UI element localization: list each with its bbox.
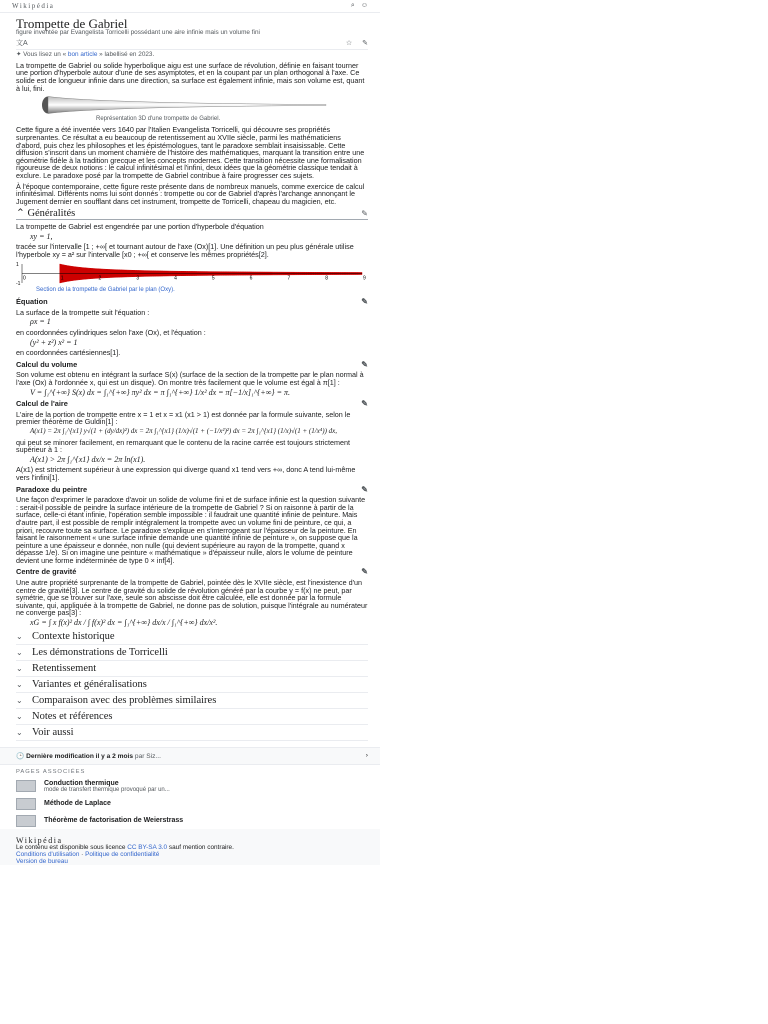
page-title: Trompette de Gabriel: [16, 16, 128, 31]
x-tick-label: 4: [174, 275, 177, 282]
trumpet-3d-image: [36, 96, 336, 114]
footer-wordmark: Wikipédia: [16, 835, 63, 845]
subsection-heading-equation: Équation ✎: [16, 297, 368, 307]
page-actions-bar: [16, 40, 368, 51]
equation-hyperbola: xy = 1,: [30, 231, 53, 241]
related-thumbnail: [16, 780, 36, 792]
paradoxe-text: Une façon d'exprimer le paradoxe d'avoir un solide de volume fini et de surface infinie est la question suivante : serait-il possible de peindre la surface intérieure de la trompette de Gabriel ? Si on raisonne à partir de la surface, celle-ci étant infinie, l'opération semble impossible : il faudrait une quantité infinie de peinture. Mais d'autre part, il est possible de remplir intégralement la trompette avec un volume fini de peinture, ce qui, a priori, recouvre toute sa surface. Le paradoxe s'explique en s'interrogeant sur l'épaisseur de la peinture. En faisant le raisonnement « une surface infinie demande une quantité infinie de peinture », on suppose que la peinture a une épaisseur e donnée, non nulle (qui devient supérieure au rayon de la trompette, quand x dépasse 1/e). Si on imagine une peinture « mathématique » d'épaisseur nulle, alors le volume de peinture devient une forme indéterminée de type 0 × inf[4].: [16, 495, 366, 565]
page-footer: Wikipédia Le contenu est disponible sous licence CC BY-SA 3.0 sauf mention contraire. Conditions d'utilisation · Politique de confidentialité Version de bureau: [0, 829, 380, 865]
x-tick-label: 0: [23, 275, 26, 282]
aire-text-1: L'aire de la portion de trompette entre x = 1 et x = x1 (x1 > 1) est donnée par la formule suivante, selon le premier théorème de Guldin[1] :: [16, 409, 351, 427]
aire-formula: A(x1) = 2π ∫₁^{x1} y√(1 + (dy/dx)²) dx = 2π ∫₁^{x1} (1/x)√(1 + (−1/x²)²) dx = 2π ∫₁^{x1} (1/x)√(1 + (1/x⁴)) dx,: [30, 426, 338, 435]
equation-cylindrical: ρx = 1: [30, 317, 51, 327]
aire-text-3: A(x1) est strictement supérieur à une expression qui diverge quand x1 tend vers +∞, donc A tend lui-même vers l'infini[1].: [16, 465, 356, 482]
chevron-down-icon: ⌄: [16, 695, 23, 705]
y-tick-label: 1: [16, 261, 19, 268]
related-item[interactable]: Théorème de factorisation de Weierstrass: [16, 815, 368, 827]
y-tick-label: -1: [16, 280, 21, 287]
chevron-down-icon: ⌄: [16, 647, 23, 657]
chevron-up-icon: ⌃: [16, 208, 25, 220]
edit-pencil-icon[interactable]: ✎: [362, 39, 368, 47]
collapsed-section-1[interactable]: ⌄ Les démonstrations de Torricelli: [16, 645, 368, 661]
x-tick-label: 5: [211, 275, 215, 282]
license-text: Le contenu est disponible sous licence CC BY-SA 3.0 sauf mention contraire.: [16, 843, 234, 851]
trumpet-figure[interactable]: [36, 96, 368, 123]
gravite-text: Une autre propriété surprenante de la trompette de Gabriel, pointée dès le XVIIe siècle, est l'inexistence d'un centre de gravité[3]. Le centre de gravité du solide de révolution généré par la courbe y = f(x) ne peut, par symétrie, que se trouver sur l'axe, seule son abscisse doit être calculée, elle est donnée par la formule suivante, qui, appliquée à la trompette de Gabriel, ne donne pas de solution, puisque l'intégrale au numérateur ne converge pas[3] :: [16, 578, 368, 618]
equation-text-2: en coordonnées cylindriques selon l'axe (Ox), et l'équation :: [16, 328, 206, 338]
equation-text-1: La surface de la trompette suit l'équation :: [16, 307, 150, 317]
subsection-heading-volume: Calcul du volume ✎: [16, 359, 368, 369]
edit-section-icon[interactable]: ✎: [361, 484, 368, 494]
footer-link-privacy[interactable]: Politique de confidentialité: [85, 850, 160, 858]
contemporary-paragraph: À l'époque contemporaine, cette figure reste présente dans de nombreux manuels, comme exercice de calcul infinitésimal. Différents noms lui sont donnés : trompette ou cor de Gabriel d'après l'archange annonçant le Jugement dernier en soufflant dans cet instrument, trompette de Torricelli, chapeau du magicien, etc.: [16, 181, 365, 206]
header-icons: [351, 2, 368, 10]
license-link[interactable]: CC BY-SA 3.0: [127, 843, 168, 851]
article-content: [0, 13, 380, 741]
watch-star-icon[interactable]: ☆: [345, 39, 353, 47]
subsection-heading-gravite: Centre de gravité ✎: [16, 567, 368, 577]
chevron-down-icon: ⌄: [16, 631, 23, 641]
user-icon[interactable]: ☺: [360, 2, 368, 9]
volume-formula: V = ∫₁^{+∞} S(x) dx = ∫₁^{+∞} πy² dx = π ∫₁^{+∞} 1/x² dx = π[−1/x]₁^{+∞} = π.: [30, 387, 291, 397]
collapsed-section-6[interactable]: ⌄ Voir aussi: [16, 725, 368, 741]
collapsed-section-2[interactable]: ⌄ Retentissement: [16, 661, 368, 677]
related-thumbnail: [16, 798, 36, 810]
page-tagline: figure inventée par Evangelista Torricelli possédant une aire infinie mais un volume fini: [16, 29, 260, 36]
related-item[interactable]: Conduction thermique mode de transfert thermique provoqué par un...: [16, 780, 368, 793]
x-tick-label: 6: [249, 275, 253, 282]
related-thumbnail: [16, 815, 36, 827]
last-modified-bar[interactable]: 🕒 Dernière modification il y a 2 mois par Siz... ›: [0, 747, 380, 765]
trumpet-section-chart[interactable]: [16, 261, 368, 287]
edit-section-icon[interactable]: ✎: [361, 359, 368, 369]
collapsed-section-4[interactable]: ⌄ Comparaison avec des problèmes similaires: [16, 693, 368, 709]
collapsed-section-3[interactable]: ⌄ Variantes et généralisations: [16, 677, 368, 693]
chevron-down-icon: ⌄: [16, 663, 23, 673]
collapsed-section-5[interactable]: ⌄ Notes et références: [16, 709, 368, 725]
equation-text-3: en coordonnées cartésiennes[1].: [16, 348, 121, 358]
x-tick-label: 9: [363, 275, 366, 282]
figure-caption: Représentation 3D d'une trompette de Gabriel.: [96, 115, 221, 122]
chevron-down-icon: ⌄: [16, 727, 23, 737]
history-clock-icon: 🕒: [16, 752, 25, 760]
collapsed-sections: [16, 629, 368, 741]
subsection-heading-aire: Calcul de l'aire ✎: [16, 399, 368, 409]
section-heading-generalites[interactable]: ⌃ Généralités ✎: [16, 208, 368, 220]
volume-text: Son volume est obtenu en intégrant la surface S(x) (surface de la section de la trompette par le plan normal à l'axe (Ox) à l'ordonnée x, qui est un disque). On montre très facilement que le volume est égal à π[1] :: [16, 370, 364, 387]
lead-paragraph: La trompette de Gabriel ou solide hyperbolique aigu est une surface de révolution, définie en faisant tourner une portion d'hyperbole autour d'une de ses asymptotes, et en la coupant par un plan orthogonal à l'axe. Ce solide est de longueur infinie dans une direction, sa surface est également infinie, mais son volume est, quant à lui, fini.: [16, 60, 365, 93]
chevron-down-icon: ⌄: [16, 679, 23, 689]
collapsed-section-0[interactable]: ⌄ Contexte historique: [16, 629, 368, 645]
edit-section-icon[interactable]: ✎: [361, 399, 368, 409]
footer-link-terms[interactable]: Conditions d'utilisation: [16, 850, 80, 858]
good-article-star-icon: ✦: [16, 51, 22, 59]
equation-cartesian: (y² + z²) x² = 1: [30, 337, 78, 347]
header-bar: [0, 0, 380, 13]
good-article-link[interactable]: bon article: [67, 51, 98, 59]
wikipedia-wordmark[interactable]: Wikipédia: [12, 2, 55, 10]
gravite-formula: xG = ∫ x f(x)² dx / ∫ f(x)² dx = ∫₁^{+∞} dx/x / ∫₁^{+∞} dx/x².: [30, 618, 218, 628]
footer-link-desktop[interactable]: Version de bureau: [16, 857, 68, 865]
x-tick-label: 8: [325, 275, 329, 282]
mobile-article-page: [0, 0, 380, 1024]
edit-section-icon[interactable]: ✎: [361, 209, 368, 219]
aire-text-2: qui peut se minorer facilement, en remarquant que le contenu de la racine carrée est toujours strictement supérieur à 1 :: [16, 437, 350, 455]
generalites-text: tracée sur l'intervalle [1 ; +∞[ et tournant autour de l'axe (Ox)[1]. Une définition un peu plus générale utilise l'hyperbole xy = a² sur l'intervalle [x0 ; +∞[ et conserve les mêmes propriétés[2].: [16, 242, 354, 260]
edit-section-icon[interactable]: ✎: [361, 567, 368, 577]
good-article-notice: ✦ Vous lisez un « bon article » labellisé en 2023.: [16, 51, 155, 59]
x-tick-label: 3: [136, 275, 140, 282]
x-tick-label: 2: [98, 275, 102, 282]
history-paragraph: Cette figure a été inventée vers 1640 par l'Italien Evangelista Torricelli, qui découvre ses propriétés surprenantes. Ce résultat a eu beaucoup de retentissement au XVIIe siècle, parmi les mathématiciens d'abord, puis chez les philosophes et les épistémologues, tant le paradoxe semblait insaisissable. Cette diffusion s'inscrit dans un moment charnière de l'histoire des mathématiques, marquant la transition entre une géométrie fidèle à la tradition grecque et les concepts modernes. Cette transition nécessite une formalisation rigoureuse de deux notions : le calcul infinitésimal et l'infini, deux idées que la géométrie classique tendait à exclure. Le paradoxe posé par la trompette de Gabriel contribue à faire progresser ces sujets.: [16, 125, 365, 180]
chevron-down-icon: ⌄: [16, 711, 23, 721]
search-icon[interactable]: ⌕: [350, 2, 355, 9]
chevron-right-icon: ›: [365, 751, 368, 759]
related-pages-label: PAGES ASSOCIÉES: [16, 768, 86, 775]
edit-section-icon[interactable]: ✎: [361, 297, 368, 307]
x-tick-label: 1: [60, 275, 64, 282]
related-pages: [0, 765, 380, 829]
aire-inequality: A(x1) > 2π ∫₁^{x1} dx/x = 2π ln(x1).: [30, 454, 146, 464]
language-icon[interactable]: 文A: [16, 39, 28, 47]
generalites-intro: La trompette de Gabriel est engendrée par une portion d'hyperbole d'équation: [16, 222, 264, 232]
x-tick-label: 7: [287, 275, 291, 282]
related-item[interactable]: Méthode de Laplace: [16, 798, 368, 810]
chart-caption: Section de la trompette de Gabriel par le plan (Oxy).: [36, 286, 175, 293]
subsection-heading-paradoxe: Paradoxe du peintre ✎: [16, 484, 368, 494]
